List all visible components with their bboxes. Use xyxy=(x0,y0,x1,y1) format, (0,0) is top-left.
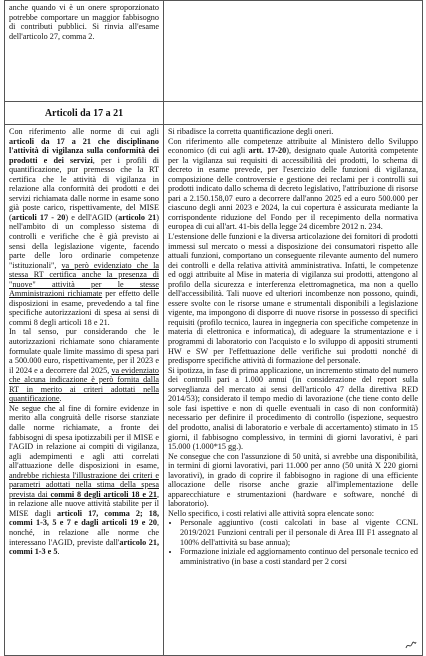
list-item: • Personale aggiuntivo (costi calcolati in base al vigente CCNL 2019/2021 Funzioni centrali per il personale di Area III F1 assegnato al 100% dell'attività su base annua); xyxy=(180,518,418,547)
left-paragraph-3: Ne segue che al fine di fornire evidenze in merito alla congruità delle risorse stanziate dalle norme richiamate, a fronte dei fabbisogni di spesa ipotizzabili per il MISE e l'AGID in relazione ai compiti di vigilanza, agli adempimenti e agli atti correlati all'attuazione delle disposizioni in esame, andrebbe richiesta l'illustrazione dei criteri e parametri adottati nella stima della spesa prevista dai commi 8 degli articoli 18 e 21, in relazione alle nuove attività stabilite per il MISE dagli articoli 17, comma 2; 18, commi 1-3, 5 e 7 e dagli articoli 19 e 20, nonché, in relazione alle norme che interessano l'AGID, previste dall'articolo 21, commi 1-3 e 5. xyxy=(9,403,160,557)
right-paragraph-1: Si ribadisce la corretta quantificazione degli oneri. xyxy=(168,127,334,136)
comparison-table xyxy=(4,0,423,656)
left-column xyxy=(5,125,164,656)
top-left-text: anche quando vi è un onere sproporzionato potrebbe comportare un maggior fabbisogno di contributi pubblici. Si rinvia all'esame dell'articolo 27, comma 2. xyxy=(9,3,159,41)
top-left-cell xyxy=(5,1,164,102)
right-paragraph-6: Nello specifico, i costi relativi alle attività sopra elencate sono: xyxy=(168,508,374,518)
list-item: • Formazione iniziale ed aggiornamento continuo del personale tecnico ed amministrativo (in base a costi standard per 2 corsi xyxy=(180,547,418,566)
section-header xyxy=(5,102,164,125)
signature-mark-icon xyxy=(405,640,417,650)
right-paragraph-5: Ne consegue che con l'assunzione di 50 unità, si avrebbe una disponibilità, in termini di giorni lavorativi, pari 11.000 per anno (50 unità X 220 giorni lavorativi), in grado di coprire il fabbisogno in ragione di una efficiente allocazione delle risorse anche grazie all'implementazione delle apparecchiature e strumentazioni (hardware e software, nonché di laboratorio). xyxy=(168,451,418,509)
cost-list xyxy=(168,518,418,566)
left-paragraph-1: Con riferimento alle norme di cui agli articoli da 17 a 21 che disciplinano l'attività di vigilanza sulla conformità dei prodotti e dei servizi, per i profili di quantificazione, pur premesso che la RT certifica che le attività di vigilanza in relazione alla conformità dei prodotti e dei servizi richiamata dalle norme in esame sono già poste carico, rispettivamente, del MISE (articoli 17 - 20) e dell'AGID (articolo 21) nell'ambito di un complesso sistema di controlli e verifiche che è già previsto ai sensi della legislazione vigente, facendo parte delle loro ordinarie competenze "istituzionali", va però evidenziato che la stessa RT certifica anche la presenza di "nuove" attività per le stesse Amministrazioni richiamate per effetto delle disposizioni in esame, prevedendo a tal fine specifiche autorizzazioni di spesa ai sensi di commi 8 degli articoli 18 e 21. xyxy=(9,127,160,327)
right-paragraph-2: Con riferimento alle competenze attribuite al Ministero dello Sviluppo economico (di cui agli artt. 17-20), designato quale Autorità competente per la vigilanza sui requisiti di accessibilità dei prodotti, lo schema di decreto in esame prevede, per l'esercizio delle funzioni di vigilanza, composizione delle controversie e gestione dei reclami per i controlli sui prodotti indicato dallo schema di decreto legislativo, l'attribuzione di risorse pari a 2.150.158,07 euro a decorrere dall'anno 2025 ed a euro 500.000 per ciascuno degli anni 2023 e 2024, la cui copertura è assicurata mediante la corrispondente riduzione del Fondo per il recepimento della normativa europea di cui all'art. 41-bis della legge 24 dicembre 2012 n. 234. xyxy=(168,136,418,232)
left-paragraph-2: In tal senso, pur considerando che le autorizzazioni richiamate sono chiaramente formulate quale limite massimo di spesa pari a 500.000 euro, rispettivamente, per il 2023 e il 2024 e a decorrere dal 2025, va evidenziato che alcuna indicazione è però fornita dalla RT in merito ai criteri adottati nella quantificazione. xyxy=(9,327,159,404)
section-header-label: Articoli da 17 a 21 xyxy=(44,107,124,119)
section-header-empty xyxy=(164,102,423,125)
top-right-cell xyxy=(164,1,423,102)
right-paragraph-4: Si ipotizza, in fase di prima applicazione, un incremento stimato del numero dei controlli pari a 1.000 annui (in considerazione del report sulla sorveglianza del mercato ai sensi dell'articolo 47 della direttiva RED 2014/53); considerato il tempo medio di lavorazione (che tiene conto delle sole fasi ispettive e non di quelle eventuali in caso di non conformità) necessario per definire il procedimento di controllo (ispezione, sequestro del prodotto, analisi di laboratorio e verbale di accertamento) stimato in 15 giorni, il fabbisogno complessivo, in termini di giorni lavorativi, è pari 15.000 (1.000*15 gg.). xyxy=(168,365,418,452)
right-column xyxy=(164,125,423,656)
right-paragraph-3: L'estensione delle funzioni e la diversa articolazione dei fornitori di prodotti immessi sul mercato o messi a disposizione dei consumatori rispetto alle attuali funzioni, comportano un conseguente rilevante aumento del numero dei controlli e della relativa attività amministrativa. Infatti, le competenze ed oggi attribuite al Mise in materia di vigilanza sui prodotti, attengono al profilo della sicurezza e interferenza elettromagnetica, ma non a quello dell'accessibilità. Tali nuove ed ulteriori incombenze non possono, quindi, essere svolte con le risorse umane e strumentali disponibili a legislazione vigente, ma impongono di disporre di nuove risorse in possesso di specifici requisiti (profilo tecnico, laurea in ingegneria con specifiche competenze in materia di elettronica e informatica), di adeguare la strumentazione e i programmi di laboratorio con l'acquisto e lo sviluppo di appositi strumenti HW e SW per l'effettuazione delle verifiche sui prodotti nonché di predisporre specifiche attività di formazione del personale. xyxy=(168,232,418,366)
